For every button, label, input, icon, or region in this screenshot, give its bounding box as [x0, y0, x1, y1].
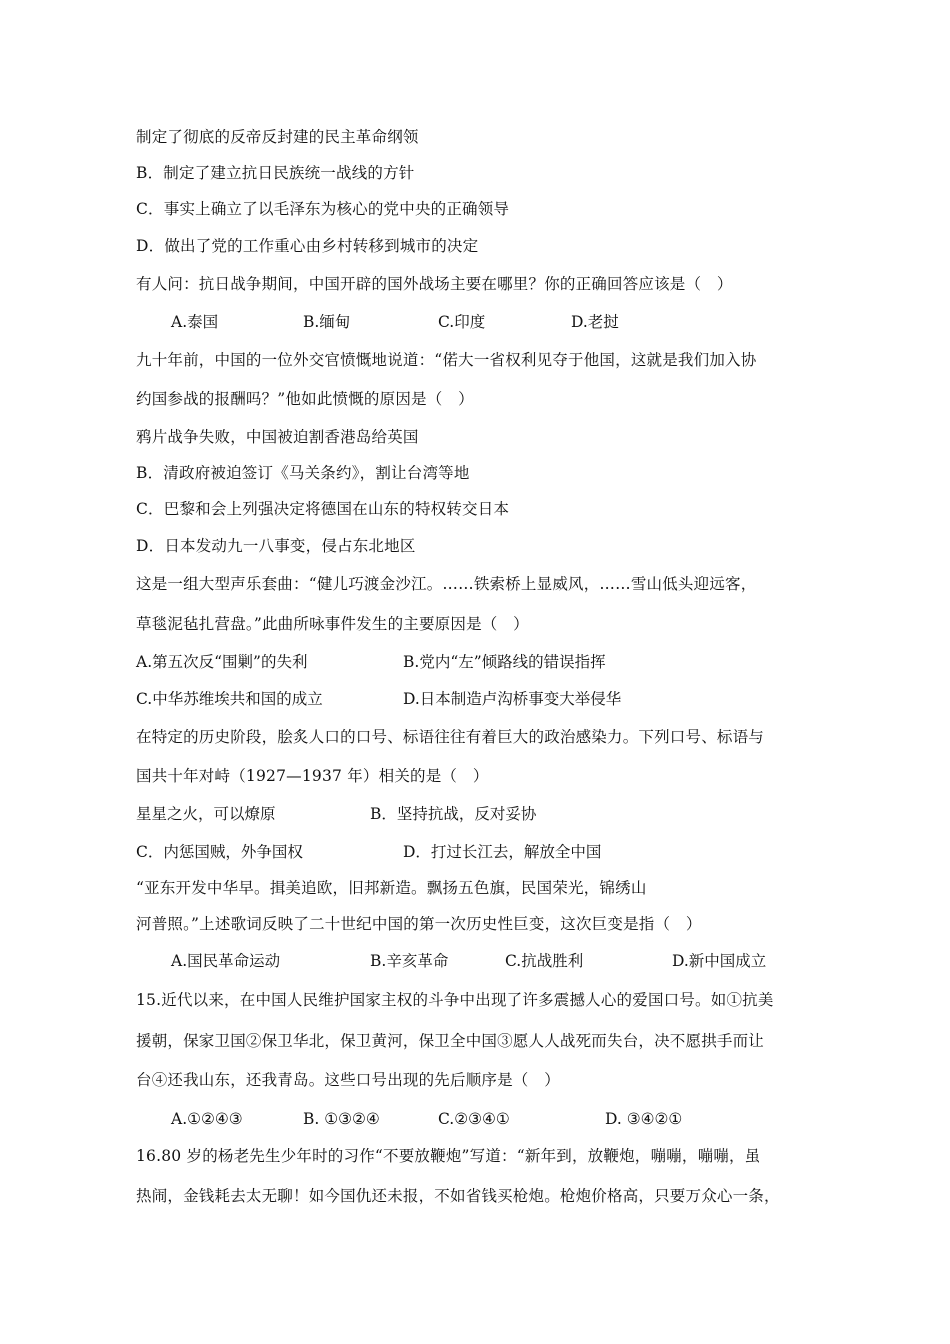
option-a: A.第五次反“围剿”的失利: [136, 653, 308, 671]
question-stem-cont: 草毯泥毡扎营盘。”此曲所咏事件发生的主要原因是（ ）: [136, 615, 529, 633]
option-a: 星星之火，可以燎原: [136, 805, 276, 823]
option-b-text: B．制定了建立抗日民族统一战线的方针: [136, 164, 415, 182]
option-c: C.②③④①: [438, 1110, 510, 1128]
option-c: C.抗战胜利: [505, 952, 584, 970]
question-15-stem-cont: 援朝，保家卫国②保卫华北，保卫黄河，保卫全中国③愿人人战死而失台，决不愿拱手而让: [136, 1032, 765, 1050]
question-stem-cont: 国共十年对峙（1927—1937 年）相关的是（ ）: [136, 767, 489, 785]
question-16-stem-cont: 热闹，金钱耗去太无聊！如今国仇还未报，不如省钱买枪炮。枪炮价格高，只要万众心一条，: [136, 1187, 780, 1205]
option-d: D.日本制造卢沟桥事变大举侵华: [403, 690, 622, 708]
question-stem-cont: 约国参战的报酬吗？”他如此愤慨的原因是（ ）: [136, 390, 474, 408]
question-15-stem-cont: 台④还我山东，还我青岛。这些口号出现的先后顺序是（ ）: [136, 1071, 560, 1089]
option-c-text: C．事实上确立了以毛泽东为核心的党中央的正确领导: [136, 200, 510, 218]
question-15-stem: 15.近代以来，在中国人民维护国家主权的斗争中出现了许多震撼人心的爱国口号。如①抗美: [136, 991, 774, 1009]
option-b: B.党内“左”倾路线的错误指挥: [403, 653, 606, 671]
option-d: D.老挝: [571, 313, 619, 331]
option-d: D．打过长江去，解放全中国: [403, 843, 602, 861]
option-d-text: D．日本发动九一八事变，侵占东北地区: [136, 537, 416, 555]
question-stem: 这是一组大型声乐套曲：“健儿巧渡金沙江。……铁索桥上显威风，……雪山低头迎远客，: [136, 575, 757, 593]
option-a: A.泰国: [171, 313, 219, 331]
option-b: B. ①③②④: [303, 1110, 380, 1128]
option-c: C.印度: [438, 313, 486, 331]
option-a: A.①②④③: [171, 1110, 243, 1128]
question-stem-cont: 河普照。”上述歌词反映了二十世纪中国的第一次历史性巨变，这次巨变是指（ ）: [136, 915, 702, 933]
option-a: A.国民革命运动: [171, 952, 281, 970]
option-b-text: B．清政府被迫签订《马关条约》，割让台湾等地: [136, 464, 470, 482]
option-b: B．坚持抗战，反对妥协: [370, 805, 537, 823]
option-c-text: C．巴黎和会上列强决定将德国在山东的特权转交日本: [136, 500, 510, 518]
question-stem: 有人问：抗日战争期间，中国开辟的国外战场主要在哪里？你的正确回答应该是（ ）: [136, 275, 733, 293]
text-line: 制定了彻底的反帝反封建的民主革命纲领: [136, 128, 419, 146]
option-a-text: 鸦片战争失败，中国被迫割香港岛给英国: [136, 428, 419, 446]
option-c: C．内惩国贼，外争国权: [136, 843, 303, 861]
question-stem: “亚东开发中华早。揖美追欧，旧邦新造。飘扬五色旗，民国荣光，锦绣山: [136, 879, 647, 897]
option-b: B.缅甸: [303, 313, 351, 331]
question-stem: 九十年前，中国的一位外交官愤慨地说道：“偌大一省权利见夺于他国，这就是我们加入协: [136, 351, 757, 369]
option-d: D.新中国成立: [672, 952, 767, 970]
option-b: B.辛亥革命: [370, 952, 449, 970]
option-d-text: D．做出了党的工作重心由乡村转移到城市的决定: [136, 237, 479, 255]
option-d: D. ③④②①: [605, 1110, 683, 1128]
question-16-stem: 16.80 岁的杨老先生少年时的习作“不要放鞭炮”写道：“新年到，放鞭炮，嘣嘣，嘣嘣，虽: [136, 1147, 761, 1165]
question-stem: 在特定的历史阶段，脍炙人口的口号、标语往往有着巨大的政治感染力。下列口号、标语与: [136, 728, 765, 746]
option-c: C.中华苏维埃共和国的成立: [136, 690, 323, 708]
